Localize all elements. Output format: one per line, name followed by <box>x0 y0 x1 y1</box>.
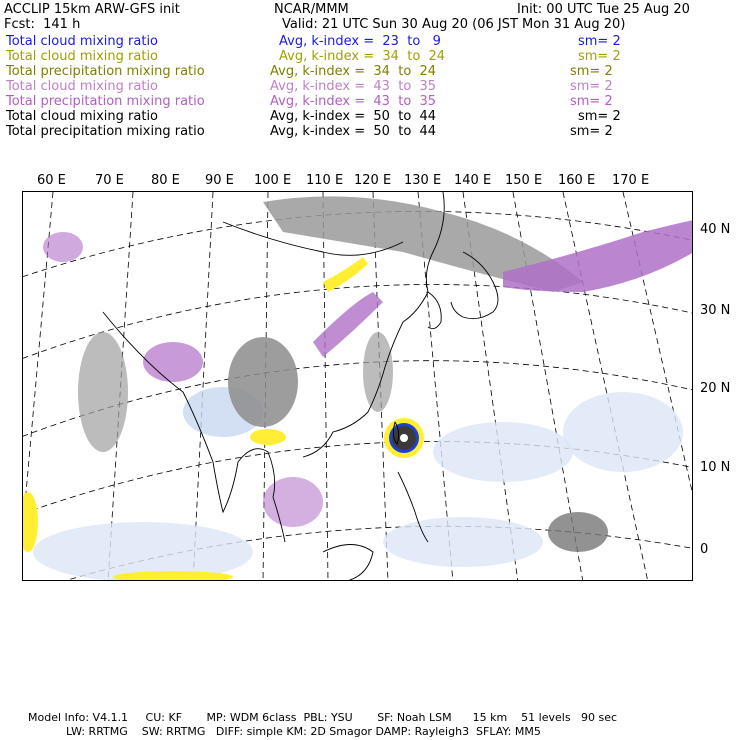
cloud-fields <box>23 196 693 581</box>
yellow-patch <box>23 492 38 552</box>
field-name: Total cloud mixing ratio <box>6 49 159 64</box>
lon-label-80e: 80 E <box>151 173 180 188</box>
cirrus-patch <box>263 477 323 527</box>
lon-label-60e: 60 E <box>37 173 66 188</box>
field-smoothing: sm= 2 <box>578 34 621 49</box>
lon-label-110e: 110 E <box>306 173 344 188</box>
init-time: Init: 00 UTC Tue 25 Aug 20 <box>517 2 690 17</box>
model-info-line1: Model Info: V4.1.1 CU: KF MP: WDM 6class PBL: YSU SF: Noah LSM 15 km 51 levels 90 sec <box>28 711 618 724</box>
map-panel <box>22 191 693 581</box>
field-name: Total cloud mixing ratio <box>6 34 159 49</box>
field-name: Total cloud mixing ratio <box>6 79 159 94</box>
typhoon-eye <box>400 434 408 442</box>
field-avg-kindex: Avg, k-index = 50 to 44 <box>270 124 437 139</box>
field-avg-kindex: Avg, k-index = 50 to 44 <box>270 109 437 124</box>
lon-label-90e: 90 E <box>205 173 234 188</box>
lowcloud-patch <box>433 422 573 482</box>
org-label: NCAR/MMM <box>274 2 349 17</box>
field-avg-kindex: Avg, k-index = 34 to 24 <box>279 49 446 64</box>
model-info-line2: LW: RRTMG SW: RRTMG DIFF: simple KM: 2D Smagor DAMP: Rayleigh3 SFLAY: MM5 <box>66 725 541 738</box>
forecast-hour: Fcst: 141 h <box>4 17 81 32</box>
valid-time: Valid: 21 UTC Sun 30 Aug 20 (06 JST Mon 31 Aug 20) <box>282 17 626 32</box>
yellow-patch <box>250 429 286 445</box>
field-smoothing: sm= 2 <box>570 64 613 79</box>
cloud-patch <box>78 332 128 452</box>
field-smoothing: sm= 2 <box>578 109 621 124</box>
lat-label-40n: 40 N <box>700 222 731 237</box>
lon-label-120e: 120 E <box>354 173 392 188</box>
lowcloud-patch <box>563 392 683 472</box>
field-avg-kindex: Avg, k-index = 34 to 24 <box>270 64 437 79</box>
field-name: Total cloud mixing ratio <box>6 109 159 124</box>
lowcloud-patch <box>383 517 543 567</box>
field-name: Total precipitation mixing ratio <box>6 94 205 109</box>
field-name: Total precipitation mixing ratio <box>6 64 205 79</box>
cloud-patch <box>228 337 298 427</box>
field-smoothing: sm= 2 <box>570 124 613 139</box>
lon-label-100e: 100 E <box>254 173 292 188</box>
cirrus-patch <box>43 232 83 262</box>
lon-label-150e: 150 E <box>505 173 543 188</box>
field-smoothing: sm= 2 <box>570 79 613 94</box>
field-avg-kindex: Avg, k-index = 43 to 35 <box>270 94 437 109</box>
cirrus-patch <box>143 342 203 382</box>
lon-label-160e: 160 E <box>558 173 596 188</box>
lat-label-30n: 30 N <box>700 303 731 318</box>
lon-label-170e: 170 E <box>612 173 650 188</box>
coast-borneo <box>323 545 373 582</box>
meridian-110e <box>323 192 328 581</box>
map-canvas <box>23 192 693 581</box>
field-smoothing: sm= 2 <box>578 49 621 64</box>
cloud-patch <box>548 512 608 552</box>
lat-label-0: 0 <box>700 542 709 557</box>
cloud-patch <box>363 332 393 412</box>
lon-label-70e: 70 E <box>95 173 124 188</box>
lon-label-140e: 140 E <box>454 173 492 188</box>
model-title: ACCLIP 15km ARW-GFS init <box>4 2 180 17</box>
lon-label-130e: 130 E <box>404 173 442 188</box>
lat-label-20n: 20 N <box>700 381 731 396</box>
field-avg-kindex: Avg, k-index = 23 to 9 <box>279 34 441 49</box>
field-smoothing: sm= 2 <box>570 94 613 109</box>
yellow-band-tibet <box>323 257 368 292</box>
field-name: Total precipitation mixing ratio <box>6 124 205 139</box>
lat-label-10n: 10 N <box>700 460 731 475</box>
field-avg-kindex: Avg, k-index = 43 to 35 <box>270 79 437 94</box>
meridian-90e <box>193 192 213 581</box>
